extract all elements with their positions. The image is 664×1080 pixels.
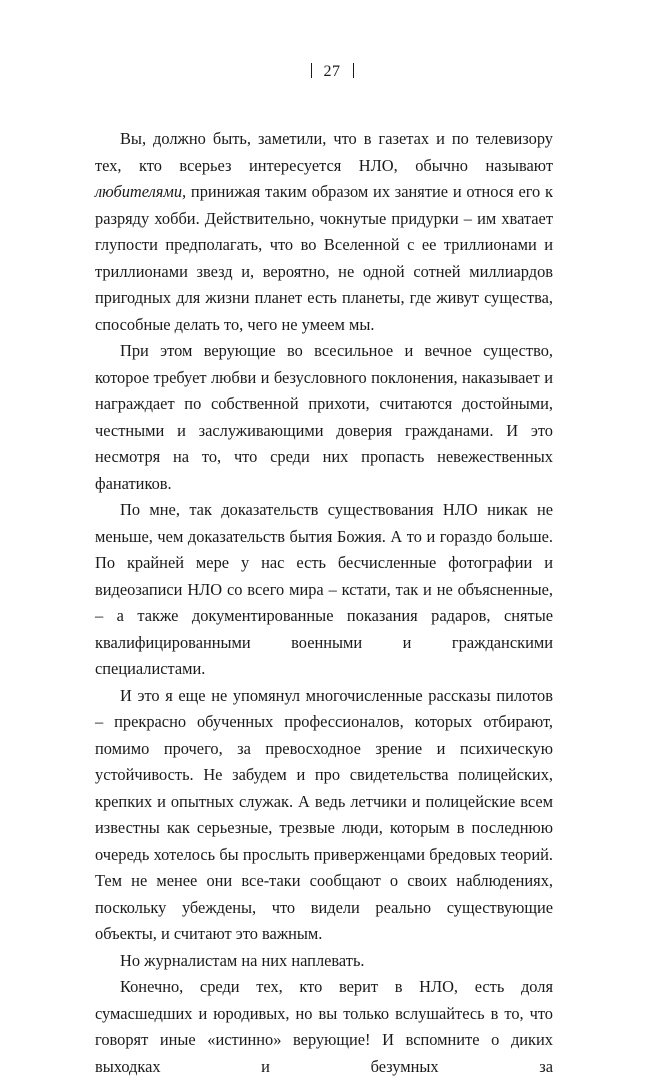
header-left-rule [311,63,312,78]
paragraph-3: По мне, так доказательств существования НЛО никак не меньше, чем доказательств бытия Божия. А то и гораздо больше. По крайней мере у нас есть бесчисленные фотографии и видеозаписи НЛО со всего мира – кстати, так и не объясненные, – а также документированные показания радаров, снятые квалифицированными военными и гражданскими специалистами. [95,500,553,678]
paragraph-4: И это я еще не упомянул многочисленные рассказы пилотов – прекрасно обученных профессионалов, которых отбирают, помимо прочего, за превосходное зрение и психическую устойчивость. Не забудем и про свидетельства полицейских, крепких и опытных служак. А ведь летчики и полицейские всем известны как серьезные, трезвые люди, которым в последнюю очередь хотелось бы прослыть приверженцами бредовых теорий. Тем не менее они все-таки сообщают о своих наблюдениях, поскольку убеждены, что видели реально существующие объекты, и считают это важным. [95,685,553,943]
page-header [0,62,664,82]
body-text [95,126,553,1080]
paragraph-1-text-start: Вы, должно быть, заметили, что в газетах и по телевизору тех, кто всерьез интересуется НЛО, обычно называют [95,129,553,175]
paragraph-1 [95,126,553,338]
paragraph-6: Конечно, среди тех, кто верит в НЛО, есть доля сумасшедших и юродивых, но вы только вслушайтесь в то, что говорят иные «истинно» верующие! И вспомните о диких выходках и безумных за [95,977,553,1076]
paragraph-5: Но журналистам на них наплевать. [120,950,365,970]
header-right-rule [353,63,354,78]
paragraph-1-italic-term: любителями, [95,182,187,201]
paragraph-1-text-end: принижая таким образом их занятие и относя его к разряду хобби. Действительно, чокнутые придурки – им хватает глупости предполагать, что во Вселенной с ее триллионами и триллионами звезд и, вероятно, не одной сотней миллиардов пригодных для жизни планет есть планеты, где живут существа, способные делать то, чего не умеем мы. [95,182,553,334]
paragraph-2: При этом верующие во всесильное и вечное существо, которое требует любви и безусловного поклонения, наказывает и награждает по собственной прихоти, считаются достойными, честными и заслуживающими доверия гражданами. И это несмотря на то, что среди них пропасть невежественных фанатиков. [95,341,553,493]
page-number: 27 [323,63,341,80]
